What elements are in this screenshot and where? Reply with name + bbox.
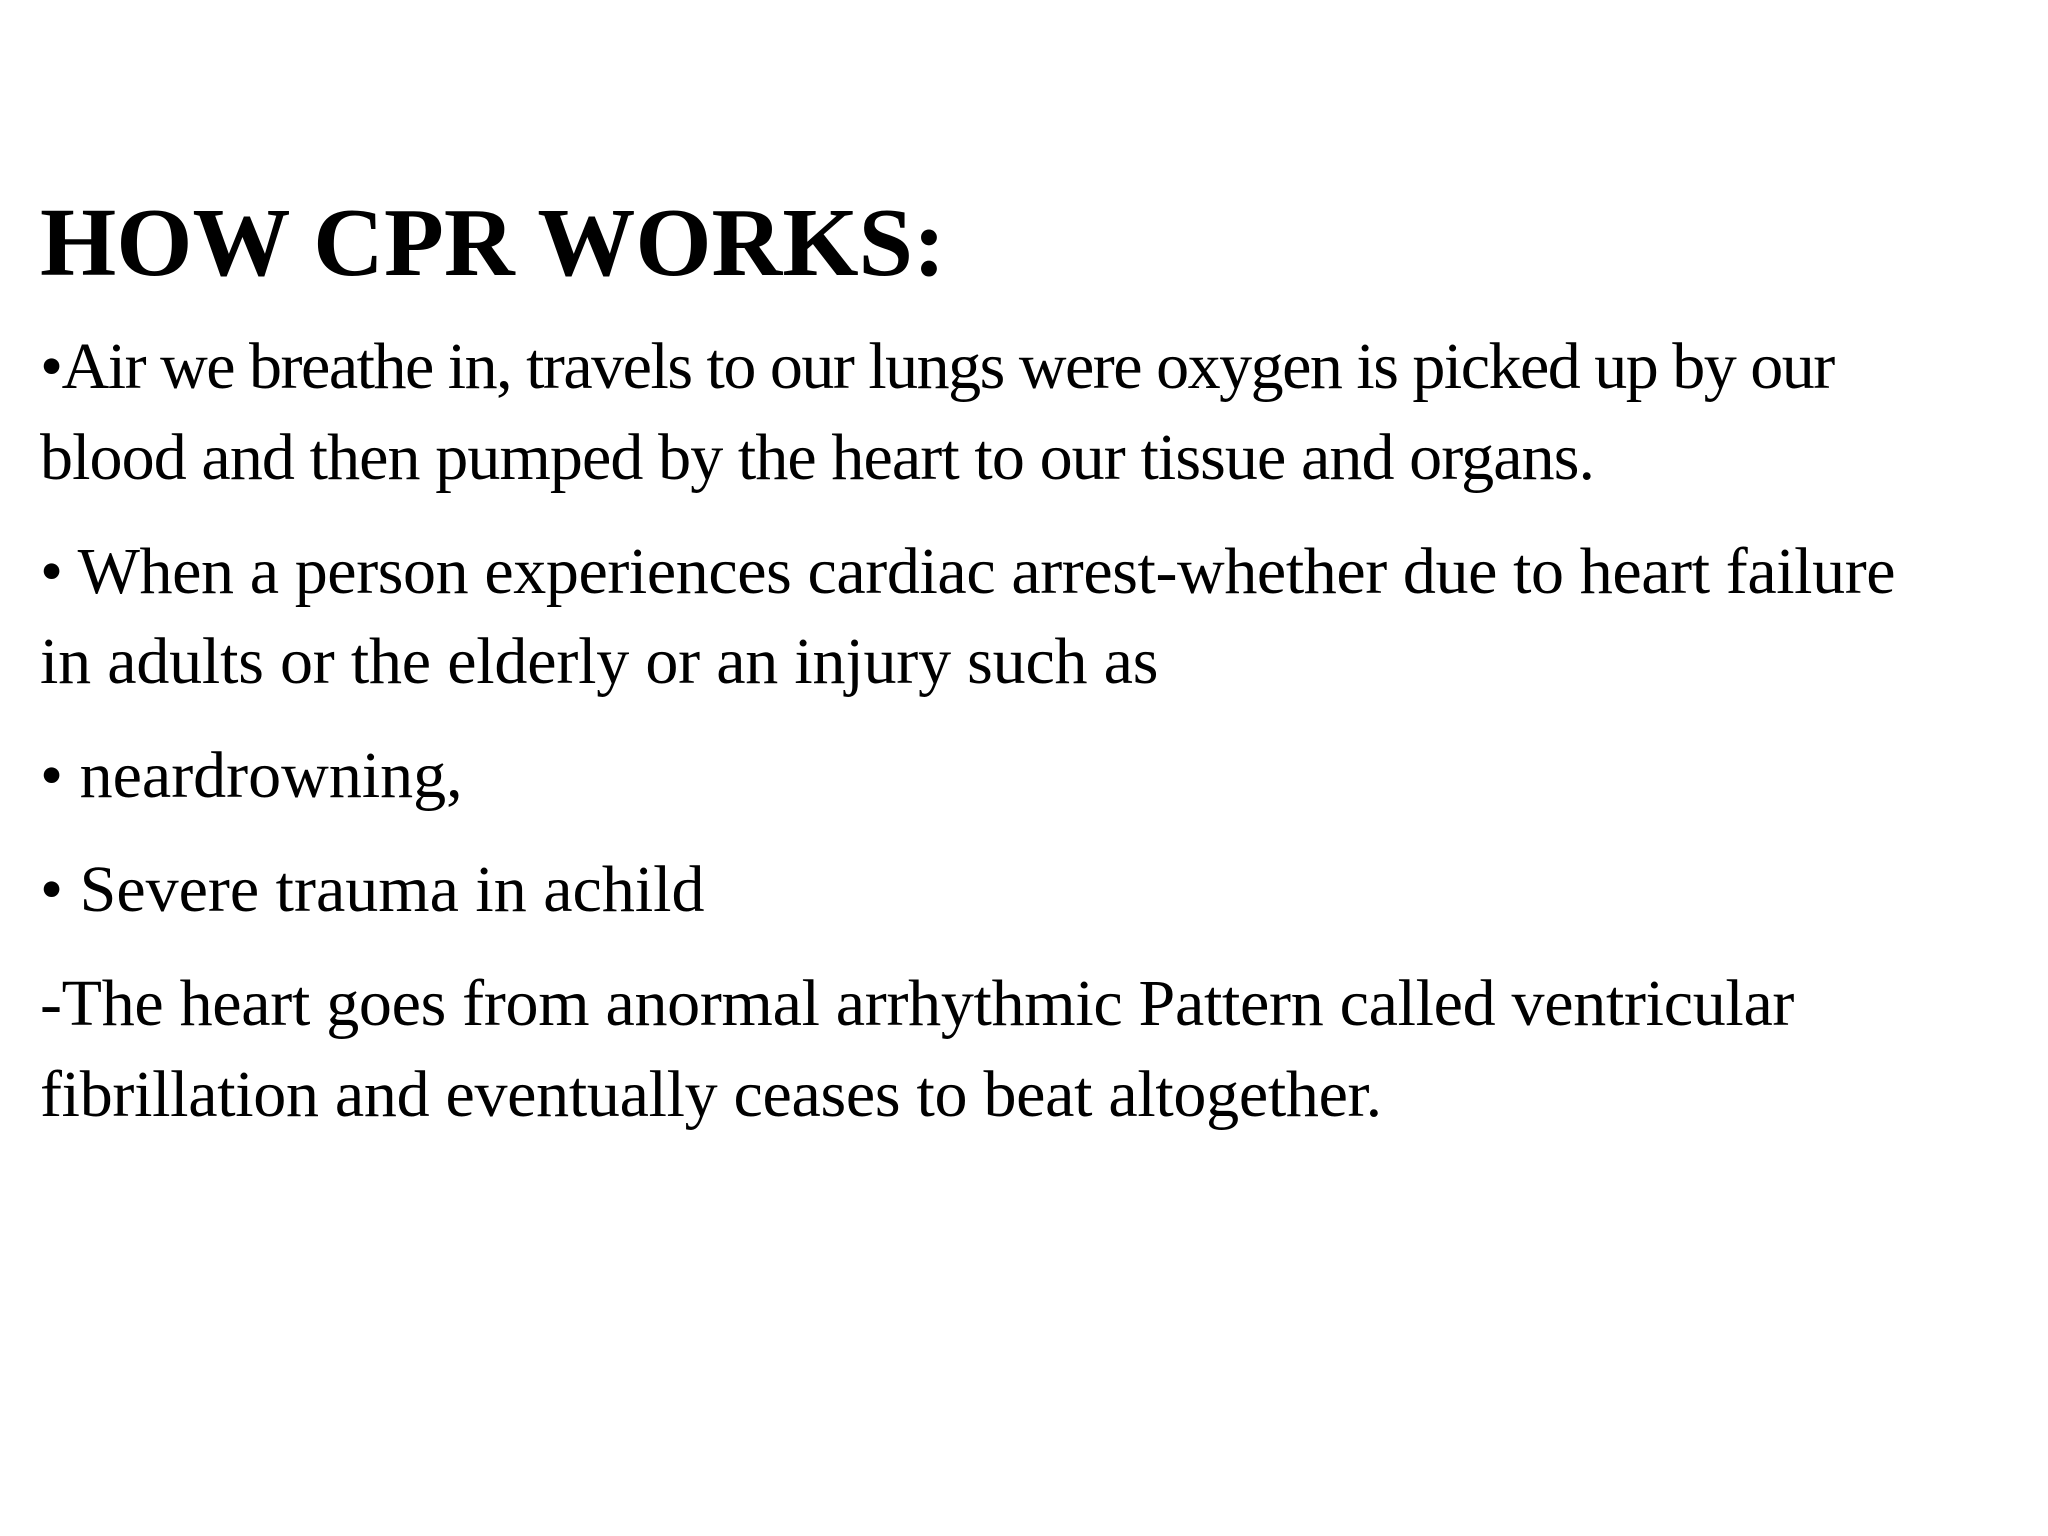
note-heart-line-2: fibrillation and eventually ceases to beat altogether.: [40, 1058, 1382, 1131]
slide-title: HOW CPR WORKS:: [40, 189, 946, 297]
note-heart-line-1: -The heart goes from anormal arrhythmic Pattern called ventricular: [40, 967, 1795, 1040]
bullet-neardrowning: • neardrowning,: [40, 739, 463, 812]
bullet-air-line-1: •Air we breathe in, travels to our lungs were oxygen is picked up by our: [40, 330, 1834, 403]
bullet-cardiac-arrest-line-1: • When a person experiences cardiac arrest-whether due to heart failure: [40, 535, 1896, 608]
bullet-air-line-2: blood and then pumped by the heart to our tissue and organs.: [40, 421, 1595, 494]
bullet-cardiac-arrest-line-2: in adults or the elderly or an injury such as: [40, 625, 1159, 698]
bullet-severe-trauma: • Severe trauma in achild: [40, 853, 705, 926]
